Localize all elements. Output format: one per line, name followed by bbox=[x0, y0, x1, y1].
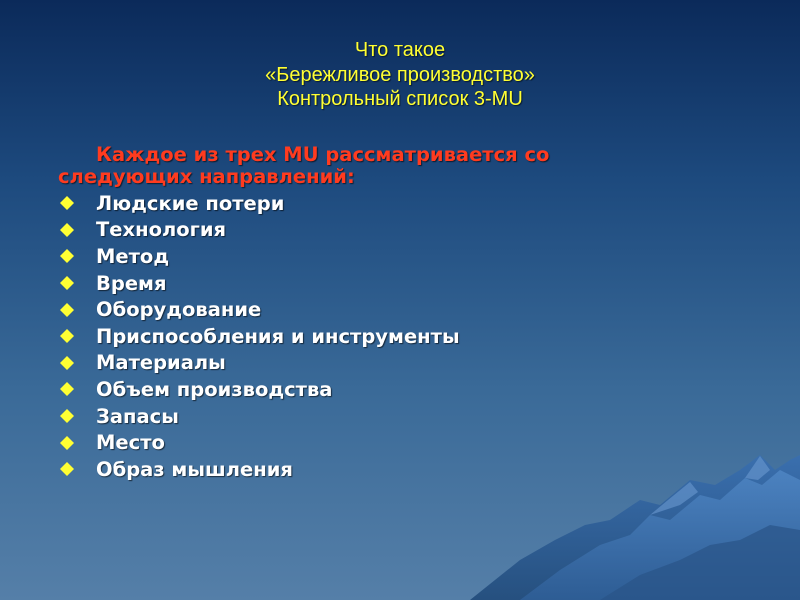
list-item bbox=[58, 270, 460, 297]
diamond-icon bbox=[60, 303, 74, 317]
title-line-1: Что такое bbox=[354, 39, 446, 61]
list-item bbox=[58, 190, 460, 217]
list-item-label: Людские потери bbox=[96, 191, 285, 215]
slide-title bbox=[0, 38, 800, 112]
diamond-icon bbox=[60, 223, 74, 237]
list-item-label: Метод bbox=[96, 244, 170, 268]
diamond-icon bbox=[60, 409, 74, 423]
list-item-label: Технология bbox=[96, 218, 227, 242]
diamond-icon bbox=[60, 249, 74, 263]
list-item bbox=[58, 217, 460, 244]
list-item-label: Место bbox=[96, 431, 165, 455]
diamond-icon bbox=[60, 276, 74, 290]
list-item bbox=[58, 403, 460, 430]
list-item bbox=[58, 350, 460, 377]
diamond-icon bbox=[60, 382, 74, 396]
list-item-label: Образ мышления bbox=[96, 457, 293, 481]
diamond-icon bbox=[60, 329, 74, 343]
list-item-label: Запасы bbox=[96, 404, 179, 428]
diamond-icon bbox=[60, 196, 74, 210]
intro-text: Каждое из трех MU рассматривается со следующих направлений: bbox=[58, 143, 550, 188]
title-line-3: Контрольный список 3-MU bbox=[277, 88, 523, 110]
diamond-icon bbox=[60, 356, 74, 370]
list-item bbox=[58, 243, 460, 270]
list-item bbox=[58, 456, 460, 483]
list-item bbox=[58, 296, 460, 323]
list-item-label: Объем производства bbox=[96, 377, 333, 401]
list-item bbox=[58, 323, 460, 350]
list-item-label: Оборудование bbox=[96, 298, 262, 322]
list-item bbox=[58, 429, 460, 456]
list-item-label: Время bbox=[96, 271, 167, 295]
list-item-label: Приспособления и инструменты bbox=[96, 324, 460, 348]
list-item-label: Материалы bbox=[96, 351, 226, 375]
title-line-2: «Бережливое производство» bbox=[265, 63, 535, 86]
diamond-icon bbox=[60, 462, 74, 476]
bullet-list bbox=[58, 190, 460, 483]
diamond-icon bbox=[60, 436, 74, 450]
list-item bbox=[58, 376, 460, 403]
